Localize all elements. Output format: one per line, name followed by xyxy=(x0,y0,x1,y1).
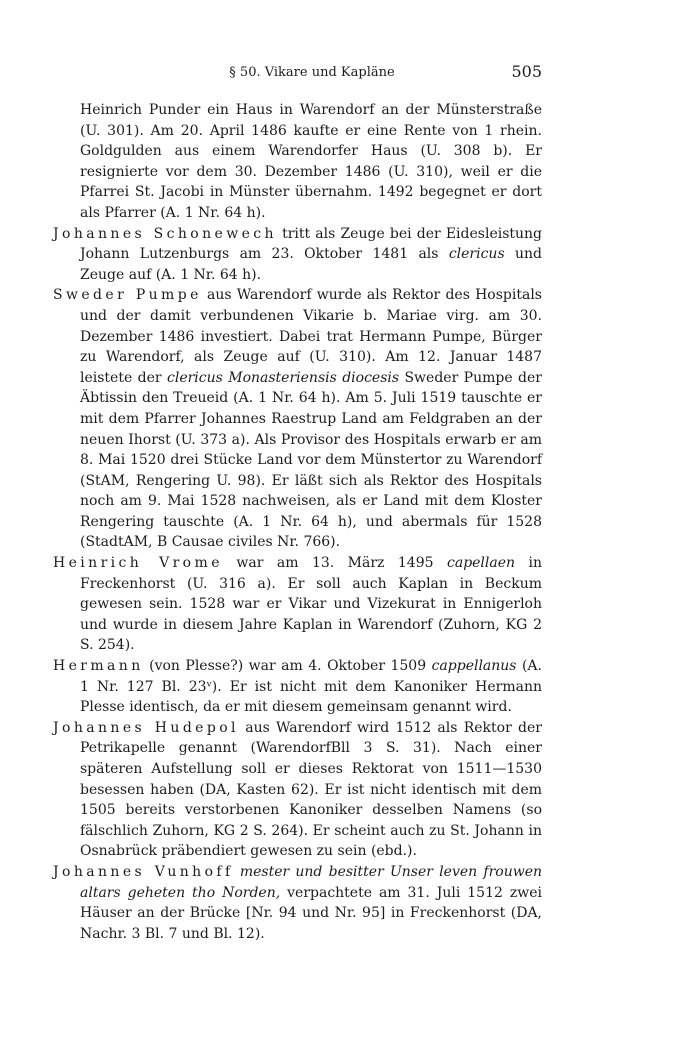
italic-text: clericus Monasteriensis diocesis xyxy=(167,369,400,386)
entry-text: aus Warendorf wurde als Rektor des Hospitals und der damit verbundenen Vikarie b. Mariae virg. am 30. Dezember 1486 investiert. Dabei trat Hermann Pumpe, Bürger zu Warendorf, als Zeuge auf (U. 310). Am 12. Januar 1487 leistete der xyxy=(80,287,542,386)
register-entry xyxy=(53,553,542,656)
register-entry xyxy=(53,862,542,944)
entry-text: war am 13. März 1495 xyxy=(222,555,447,572)
entry-name: Johannes Schonewech xyxy=(53,225,277,242)
italic-text: mester und besitter Unser leven frouwen altars geheten tho Norden, xyxy=(80,863,542,901)
entry-continuation xyxy=(53,100,542,224)
register-entry xyxy=(53,224,542,286)
entry-text: in Freckenhorst (U. 316 a). Er soll auch Kaplan in Beckum gewesen sein. 1528 war er Vikar und Vizekurat in Ennigerloh und wurde in diesem Jahre Kaplan in Warendorf (Zuhorn, KG 2 S. 254). xyxy=(80,555,543,654)
entry-text: aus Warendorf wird 1512 als Rektor der Petrikapelle genannt (WarendorfBll 3 S. 31). Nach einer späteren Aufstellung soll er dieses Rektorat von 1511—1530 besessen haben (DA, Kasten 62). Er ist nicht identisch mit dem 1505 bereits verstorbenen Kanoniker desselben Namens (so fälschlich Zuhorn, KG 2 S. 264). Er scheint auch zu St. Johann in Osnabrück präbendiert gewesen zu sein (ebd.). xyxy=(80,719,542,860)
entry-name: Hermann xyxy=(53,658,144,675)
italic-text: cappellanus xyxy=(431,658,517,675)
entry-name: Heinrich Vrome xyxy=(53,555,223,572)
entry-name: Johannes Vunhoff xyxy=(53,863,234,880)
register-entry xyxy=(53,718,542,862)
page-header xyxy=(82,62,542,86)
register-entry xyxy=(53,285,542,553)
entry-text: tritt als Zeuge bei der Eidesleistung Johann Lutzenburgs am 23. Oktober 1481 als xyxy=(80,225,543,263)
register-entry xyxy=(53,656,542,718)
entry-text: verpachtete am 31. Juli 1512 zwei Häuser an der Brücke [Nr. 94 und Nr. 95] in Freckenhorst (DA, Nachr. 3 Bl. 7 und Bl. 12). xyxy=(80,884,542,942)
entry-text: Heinrich Punder ein Haus in Warendorf an der Münsterstraße (U. 301). Am 20. April 1486 kaufte er eine Rente von 1 rhein. Goldgulden aus einem Warendorfer Haus (U. 308 b). Er resignierte vor dem 30. Dezember 1486 (U. 310), weil er die Pfarrei St. Jacobi in Münster übernahm. 1492 begegnet er dort als Pfarrer (A. 1 Nr. 64 h). xyxy=(80,102,542,221)
running-title: § 50. Vikare und Kapläne xyxy=(229,65,395,80)
page-number: 505 xyxy=(511,62,542,81)
entry-text: und Zeuge auf (A. 1 Nr. 64 h). xyxy=(80,246,542,283)
entry-text: (A. 1 Nr. 127 Bl. 23ᵛ). Er ist nicht mit dem Kanoniker Hermann Plesse identisch, da er mit diesem gemeinsam genannt wird. xyxy=(80,658,542,716)
entry-text: (von Plesse?) war am 4. Oktober 1509 xyxy=(143,658,432,675)
italic-text: clericus xyxy=(448,246,505,263)
entry-name: Johannes Hudepol xyxy=(53,719,239,736)
italic-text: capellaen xyxy=(447,555,516,572)
entry-text: Sweder Pumpe der Äbtissin den Treueid (A. 1 Nr. 64 h). Am 5. Juli 1519 tauschte er mit dem Pfarrer Johannes Raestrup Land am Feldgraben an der neuen Ihorst (U. 373 a). Als Provisor des Hospitals erwarb er am 8. Mai 1520 drei Stücke Land vor dem Münstertor zu Warendorf (StAM, Rengering U. 98). Er läßt sich als Rektor des Hospitals noch am 9. Mai 1528 nachweisen, als er Land mit dem Kloster Rengering tauschte (A. 1 Nr. 64 h), und abermals für 1528 (StadtAM, B Causae civiles Nr. 766). xyxy=(80,369,542,551)
entry-name: Sweder Pumpe xyxy=(53,287,202,304)
document-body xyxy=(53,100,542,944)
